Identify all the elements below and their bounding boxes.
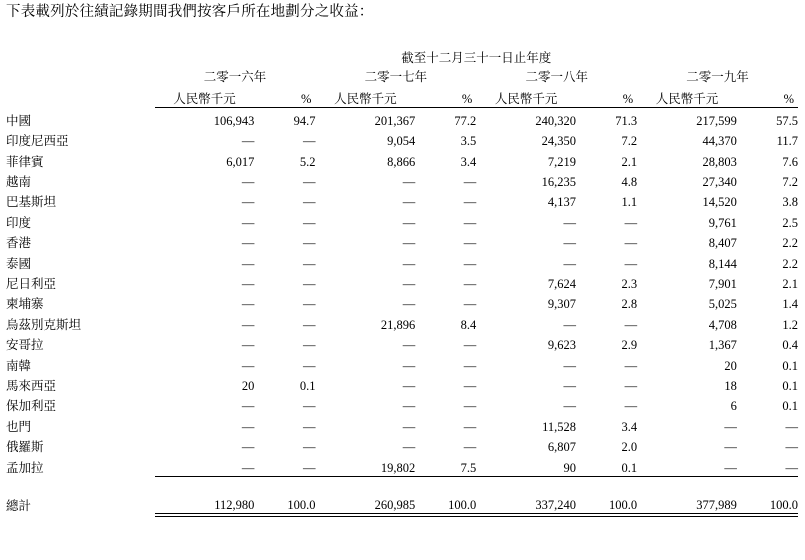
span-header-spacer [6, 46, 155, 66]
cell-percent-2019: 0.4 [782, 338, 798, 353]
cell-amount-2019: 9,761 [708, 215, 737, 230]
rule-seg [155, 514, 255, 517]
cell-amount-2019: 1,367 [708, 338, 737, 353]
table-row [6, 129, 798, 149]
total-percent-2018: 100.0 [608, 498, 638, 513]
cell-percent-2017: — [463, 338, 477, 353]
rule-seg [254, 514, 315, 517]
cell-amount-2016: — [241, 338, 255, 353]
cell-amount-2017: 8,866 [387, 154, 416, 169]
cell-percent-2019: 11.7 [776, 134, 798, 149]
row-label: 印度 [6, 215, 32, 230]
year-header-2018: 二零一八年 [525, 70, 588, 84]
cell-amount-2016: — [241, 297, 255, 312]
cell-amount-2017: — [402, 378, 416, 393]
unit-percent-2017: % [461, 92, 473, 106]
cell-amount-2018: 7,624 [547, 277, 577, 292]
cell-amount-2018: — [563, 256, 577, 271]
cell-percent-2018: 2.8 [621, 297, 638, 312]
row-label: 菲律賓 [6, 154, 44, 169]
cell-percent-2016: — [302, 358, 316, 373]
cell-percent-2019: — [785, 460, 798, 475]
cell-amount-2019: 44,370 [702, 134, 737, 149]
cell-percent-2019: 7.6 [782, 154, 798, 169]
cell-amount-2019: 217,599 [696, 113, 737, 128]
cell-amount-2018: — [563, 378, 577, 393]
cell-percent-2016: — [302, 134, 316, 149]
cell-percent-2018: 2.1 [621, 154, 638, 169]
cell-percent-2017: — [463, 419, 477, 434]
table-span-header-row [6, 46, 798, 66]
total-percent-2019: 100.0 [769, 498, 798, 513]
row-label: 俄羅斯 [6, 440, 44, 455]
cell-amount-2016: — [241, 236, 255, 251]
cell-amount-2016: — [241, 460, 255, 475]
cell-percent-2019: — [785, 440, 798, 455]
cell-percent-2018: — [624, 358, 638, 373]
cell-percent-2017: — [463, 256, 477, 271]
cell-percent-2017: — [463, 399, 477, 414]
cell-amount-2018: — [563, 358, 577, 373]
cell-percent-2017: — [463, 215, 477, 230]
table-row [6, 109, 798, 129]
revenue-by-customer-location-table [6, 46, 798, 517]
table-row [6, 292, 798, 312]
cell-amount-2016: — [241, 317, 255, 332]
cell-amount-2018: — [563, 215, 577, 230]
cell-amount-2016: — [241, 195, 255, 210]
intro-paragraph: 下表載列於往績記錄期間我們按客戶所在地劃分之收益： [6, 4, 374, 20]
row-label: 馬來西亞 [6, 378, 57, 393]
cell-percent-2016: 0.1 [299, 378, 316, 393]
table-row [6, 455, 798, 476]
cell-percent-2017: — [463, 236, 477, 251]
cell-percent-2018: 3.4 [621, 419, 638, 434]
cell-amount-2018: 16,235 [541, 175, 577, 190]
cell-amount-2018: 240,320 [535, 113, 577, 128]
total-row [6, 489, 798, 514]
cell-percent-2016: — [302, 419, 316, 434]
cell-amount-2017: — [402, 277, 416, 292]
cell-amount-2017: — [402, 358, 416, 373]
unit-percent-2018: % [622, 92, 634, 106]
cell-percent-2019: 2.1 [782, 277, 798, 292]
table-row [6, 149, 798, 169]
cell-amount-2016: — [241, 134, 255, 149]
cell-amount-2019: 27,340 [702, 175, 737, 190]
table-row [6, 170, 798, 190]
cell-percent-2019: 7.2 [782, 175, 798, 190]
cell-percent-2018: 7.2 [621, 134, 638, 149]
total-percent-2017: 100.0 [448, 498, 477, 513]
cell-percent-2018: 4.8 [621, 175, 638, 190]
cell-percent-2018: 0.1 [621, 460, 638, 475]
cell-amount-2016: 20 [241, 378, 255, 393]
cell-percent-2017: 3.5 [460, 134, 477, 149]
cell-percent-2016: — [302, 277, 316, 292]
spacer-row [6, 477, 798, 489]
row-label: 泰國 [6, 256, 32, 271]
year-header-2019: 二零一九年 [686, 70, 749, 84]
cell-amount-2018: — [563, 236, 577, 251]
cell-percent-2016: 5.2 [299, 154, 316, 169]
cell-amount-2017: 201,367 [374, 113, 416, 128]
spacer-cell [6, 477, 798, 489]
rule-seg [637, 514, 737, 517]
row-label: 南韓 [6, 358, 32, 373]
row-label: 尼日利亞 [6, 277, 57, 292]
cell-percent-2017: 8.4 [460, 317, 477, 332]
total-double-rule-row [6, 514, 798, 517]
table-year-header-row [6, 66, 798, 85]
table-row [6, 435, 798, 455]
cell-amount-2016: — [241, 419, 255, 434]
unit-amount-2017: 人民幣千元 [334, 92, 397, 106]
cell-percent-2018: — [624, 317, 638, 332]
cell-amount-2019: 7,901 [708, 277, 737, 292]
cell-amount-2018: 4,137 [547, 195, 577, 210]
rule-seg [415, 514, 476, 517]
row-label: 香港 [6, 236, 32, 251]
cell-percent-2016: — [302, 236, 316, 251]
unit-header-spacer [6, 85, 155, 108]
unit-amount-2019: 人民幣千元 [655, 92, 719, 106]
rule-spacer [6, 514, 155, 517]
row-label: 中國 [6, 113, 32, 128]
unit-amount-2018: 人民幣千元 [494, 92, 558, 106]
cell-percent-2017: 3.4 [460, 154, 477, 169]
cell-amount-2016: — [241, 440, 255, 455]
row-label: 也門 [6, 419, 32, 434]
cell-percent-2017: 7.5 [460, 460, 477, 475]
row-label: 安哥拉 [6, 338, 44, 353]
total-label: 總計 [6, 498, 32, 513]
total-amount-2017: 260,985 [374, 498, 416, 513]
cell-percent-2018: — [624, 256, 638, 271]
cell-percent-2016: — [302, 399, 316, 414]
cell-amount-2016: — [241, 358, 255, 373]
table-row [6, 312, 798, 332]
cell-percent-2018: 71.3 [615, 113, 638, 128]
cell-percent-2019: 2.2 [782, 236, 798, 251]
cell-amount-2016: — [241, 277, 255, 292]
row-label: 烏茲別克斯坦 [6, 317, 82, 332]
cell-percent-2018: 1.1 [621, 195, 638, 210]
cell-percent-2018: 2.0 [621, 440, 638, 455]
row-label: 保加利亞 [6, 399, 57, 414]
table-row [6, 414, 798, 434]
table-row [6, 231, 798, 251]
cell-percent-2016: — [302, 195, 316, 210]
rule-seg [476, 514, 576, 517]
row-label: 孟加拉 [6, 461, 44, 476]
row-label: 巴基斯坦 [6, 195, 57, 210]
cell-amount-2016: — [241, 256, 255, 271]
cell-percent-2019: 1.2 [782, 317, 798, 332]
cell-percent-2016: — [302, 440, 316, 455]
cell-percent-2016: — [302, 338, 316, 353]
cell-amount-2017: — [402, 399, 416, 414]
cell-amount-2018: 24,350 [541, 134, 577, 149]
cell-amount-2019: — [724, 440, 737, 455]
unit-percent-2019: % [783, 92, 794, 106]
row-label: 越南 [6, 175, 32, 190]
cell-amount-2017: — [402, 419, 416, 434]
cell-amount-2019: 4,708 [708, 317, 737, 332]
cell-percent-2017: — [463, 297, 477, 312]
cell-amount-2019: 14,520 [702, 195, 737, 210]
rule-seg [315, 514, 415, 517]
cell-amount-2019: 28,803 [702, 154, 737, 169]
cell-amount-2017: — [402, 440, 416, 455]
total-amount-2018: 337,240 [535, 498, 577, 513]
cell-amount-2019: 20 [724, 358, 737, 373]
cell-amount-2016: 6,017 [226, 154, 255, 169]
cell-percent-2019: 57.5 [776, 113, 798, 128]
cell-amount-2017: 21,896 [380, 317, 416, 332]
cell-amount-2017: — [402, 215, 416, 230]
cell-amount-2019: 5,025 [708, 297, 737, 312]
cell-amount-2018: — [563, 317, 577, 332]
cell-amount-2017: — [402, 338, 416, 353]
cell-amount-2017: — [402, 297, 416, 312]
cell-amount-2016: — [241, 175, 255, 190]
unit-amount-2016: 人民幣千元 [173, 92, 236, 106]
table-row [6, 272, 798, 292]
cell-percent-2018: — [624, 399, 638, 414]
cell-percent-2018: 2.9 [621, 338, 638, 353]
cell-amount-2018: 6,807 [547, 440, 577, 455]
cell-percent-2018: — [624, 236, 638, 251]
table-row [6, 374, 798, 394]
year-header-2016: 二零一六年 [203, 70, 267, 84]
cell-percent-2016: 94.7 [293, 113, 316, 128]
cell-percent-2016: — [302, 297, 316, 312]
cell-amount-2017: — [402, 195, 416, 210]
cell-amount-2019: 8,144 [708, 256, 737, 271]
year-header-2017: 二零一七年 [364, 70, 428, 84]
table-row [6, 251, 798, 271]
cell-amount-2017: — [402, 175, 416, 190]
cell-amount-2018: 90 [563, 460, 577, 475]
table-row [6, 210, 798, 230]
cell-amount-2019: 6 [730, 399, 737, 414]
cell-amount-2018: 9,307 [547, 297, 577, 312]
cell-percent-2017: — [463, 440, 477, 455]
cell-percent-2019: 0.1 [782, 358, 798, 373]
cell-percent-2016: — [302, 175, 316, 190]
row-label: 柬埔寨 [6, 297, 44, 312]
cell-amount-2017: 9,054 [387, 134, 416, 149]
cell-percent-2017: — [463, 277, 477, 292]
cell-amount-2018: 9,623 [547, 338, 577, 353]
cell-percent-2016: — [302, 460, 316, 475]
total-amount-2019: 377,989 [696, 498, 737, 513]
rule-seg [737, 514, 798, 517]
cell-amount-2017: — [402, 256, 416, 271]
cell-percent-2016: — [302, 317, 316, 332]
cell-percent-2019: 3.8 [782, 195, 798, 210]
cell-amount-2016: — [241, 215, 255, 230]
cell-amount-2016: 106,943 [213, 113, 255, 128]
table-row [6, 190, 798, 210]
table-span-header: 截至十二月三十一日止年度 [401, 51, 552, 65]
table-row [6, 394, 798, 414]
cell-amount-2018: — [563, 399, 577, 414]
table-row [6, 353, 798, 373]
cell-percent-2019: 2.2 [782, 256, 798, 271]
cell-percent-2019: 1.4 [782, 297, 798, 312]
cell-amount-2019: 8,407 [708, 236, 737, 251]
cell-percent-2019: — [785, 419, 798, 434]
total-percent-2016: 100.0 [287, 498, 316, 513]
unit-percent-2016: % [301, 92, 312, 106]
year-header-spacer [6, 66, 155, 85]
cell-amount-2019: — [724, 460, 737, 475]
cell-percent-2017: — [463, 358, 477, 373]
cell-percent-2019: 0.1 [782, 399, 798, 414]
cell-amount-2017: 19,802 [380, 460, 416, 475]
total-amount-2016: 112,980 [214, 498, 255, 513]
rule-seg [576, 514, 637, 517]
cell-percent-2019: 0.1 [782, 378, 798, 393]
cell-percent-2017: 77.2 [454, 113, 477, 128]
cell-percent-2017: — [463, 378, 477, 393]
cell-percent-2018: — [624, 215, 638, 230]
table-unit-header-row [6, 85, 798, 108]
cell-amount-2017: — [402, 236, 416, 251]
cell-percent-2017: — [463, 175, 477, 190]
cell-percent-2018: — [624, 378, 638, 393]
table-row [6, 333, 798, 353]
cell-percent-2016: — [302, 256, 316, 271]
cell-amount-2018: 11,528 [542, 419, 577, 434]
cell-amount-2016: — [241, 399, 255, 414]
cell-amount-2019: 18 [724, 378, 737, 393]
cell-amount-2019: — [724, 419, 737, 434]
cell-amount-2018: 7,219 [547, 154, 577, 169]
row-label: 印度尼西亞 [6, 134, 69, 149]
cell-percent-2018: 2.3 [621, 277, 638, 292]
cell-percent-2017: — [463, 195, 477, 210]
cell-percent-2016: — [302, 215, 316, 230]
cell-percent-2019: 2.5 [782, 215, 798, 230]
